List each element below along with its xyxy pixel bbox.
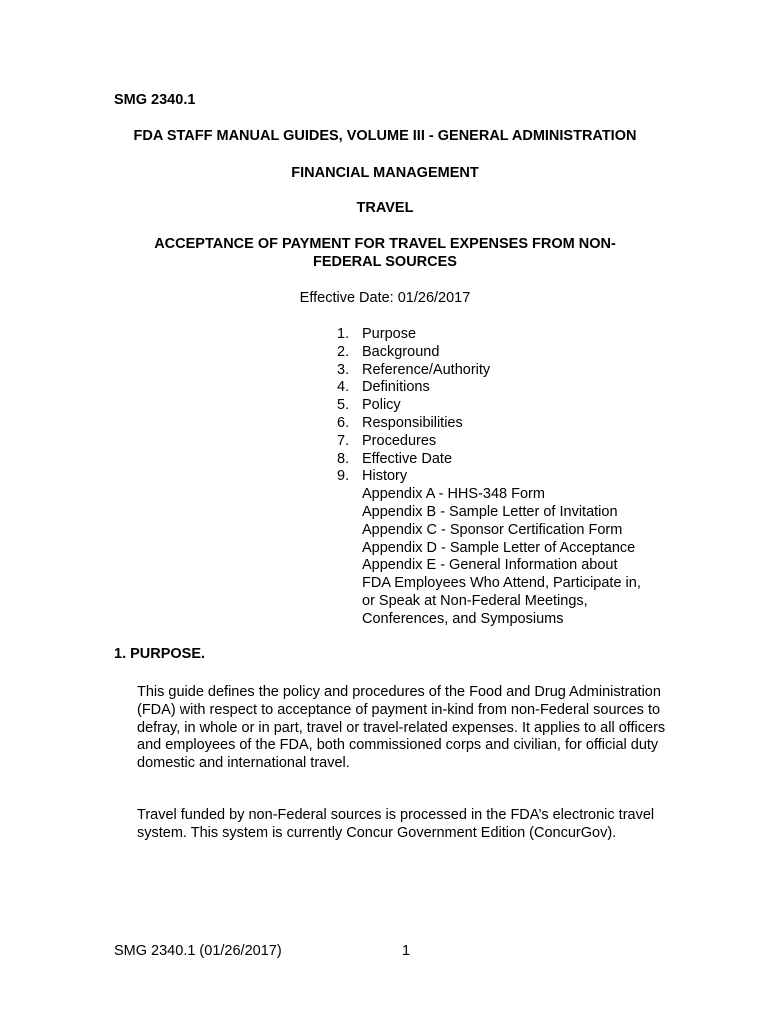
toc-appendix-line: Appendix B - Sample Letter of Invitation (362, 503, 618, 520)
manual-title: FDA STAFF MANUAL GUIDES, VOLUME III - GENERAL ADMINISTRATION (133, 128, 637, 144)
toc-number: 7. (337, 432, 350, 449)
toc-item (337, 397, 641, 415)
purpose-heading: 1. PURPOSE. (114, 646, 206, 662)
toc-item (337, 344, 641, 362)
toc-number: 1. (337, 326, 350, 342)
toc-item (337, 362, 641, 380)
toc-label: Effective Date (362, 450, 453, 467)
toc-label: Background (362, 343, 440, 360)
section-title: FINANCIAL MANAGEMENT (291, 165, 479, 181)
toc-label: History (362, 468, 408, 485)
toc-item (337, 451, 641, 469)
toc-item (337, 468, 641, 486)
toc-appendix-line: FDA Employees Who Attend, Participate in, (362, 575, 641, 592)
toc-item (337, 326, 641, 344)
toc-label: Purpose (362, 326, 417, 342)
toc-number: 6. (337, 414, 350, 431)
toc-label: Procedures (362, 432, 437, 449)
toc-item (337, 379, 641, 397)
page-number: 1 (402, 943, 411, 959)
toc-item (337, 415, 641, 433)
toc-appendix-line: Appendix C - Sponsor Certification Form (362, 521, 623, 538)
toc-number: 4. (337, 379, 350, 396)
toc-appendix-line: Appendix E - General Information about (362, 557, 618, 574)
table-of-contents (337, 326, 641, 629)
toc-appendix-line: Appendix D - Sample Letter of Acceptance (362, 539, 636, 556)
purpose-paragraph: Travel funded by non-Federal sources is processed in the FDA’s electronic travel system. This system is currently Concur Government Edition (ConcurGov). (137, 807, 655, 841)
toc-item (337, 433, 641, 451)
subsection-title: TRAVEL (356, 200, 414, 216)
toc-appendix-line: Conferences, and Symposiums (362, 610, 564, 627)
toc-number: 8. (337, 450, 350, 467)
toc-label: Policy (362, 397, 401, 414)
document-id: SMG 2340.1 (114, 92, 196, 108)
toc-label: Reference/Authority (362, 361, 491, 378)
toc-appendix-line: Appendix A - HHS-348 Form (362, 486, 545, 503)
toc-number: 5. (337, 397, 350, 414)
toc-number: 9. (337, 468, 350, 485)
toc-appendix-line: or Speak at Non-Federal Meetings, (362, 592, 588, 609)
footer-doc-ref: SMG 2340.1 (01/26/2017) (114, 943, 282, 959)
guide-title: ACCEPTANCE OF PAYMENT FOR TRAVEL EXPENSES FROM NON-FEDERAL SOURCES (154, 236, 616, 270)
toc-number: 2. (337, 343, 350, 360)
purpose-paragraph: This guide defines the policy and procedures of the Food and Drug Administration (FDA) with respect to acceptance of payment in-kind from non-Federal sources to defray, in whole or in part, travel or travel-related expenses. It applies to all officers and employees of the FDA, both commissioned corps and civilian, for official duty domestic and international travel. (137, 684, 666, 772)
effective-date: Effective Date: 01/26/2017 (299, 290, 471, 306)
toc-number: 3. (337, 361, 350, 378)
toc-label: Responsibilities (362, 414, 463, 431)
toc-label: Definitions (362, 379, 430, 396)
